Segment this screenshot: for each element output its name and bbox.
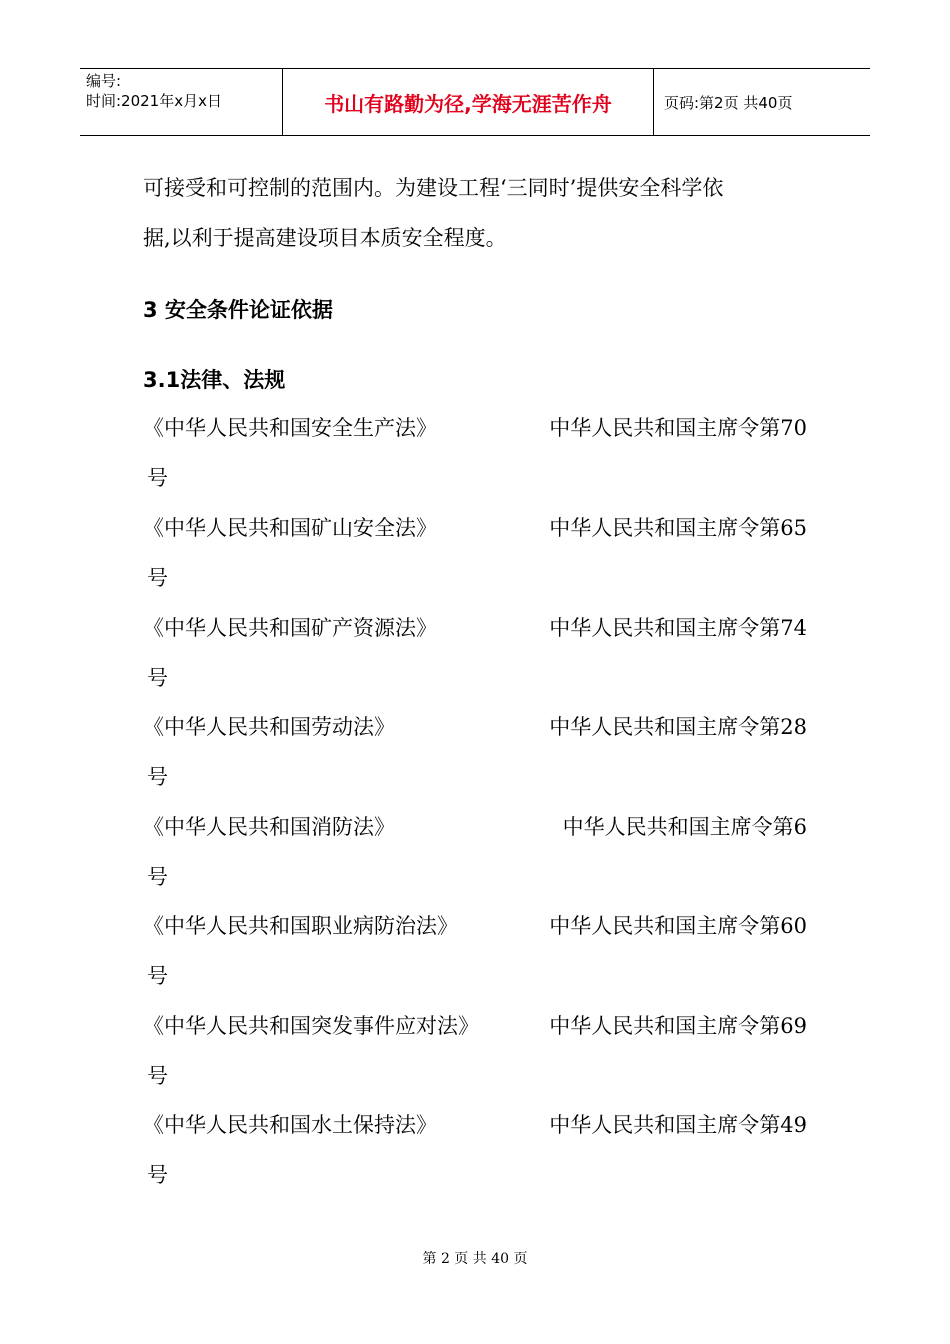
law-order: 中华人民共和国主席令第60 — [549, 914, 807, 938]
page-header — [80, 68, 870, 136]
law-order: 中华人民共和国主席令第74 — [549, 616, 807, 640]
law-name: 《中华人民共和国职业病防治法》 — [143, 914, 458, 938]
paragraph-line: 据,以利于提高建设项目本质安全程度。 — [143, 226, 507, 250]
law-suffix: 号 — [147, 566, 168, 590]
law-order: 中华人民共和国主席令第70 — [549, 416, 807, 440]
law-name: 《中华人民共和国矿山安全法》 — [143, 516, 437, 540]
law-name: 《中华人民共和国矿产资源法》 — [143, 616, 437, 640]
law-item — [143, 612, 807, 702]
law-order: 中华人民共和国主席令第49 — [549, 1113, 807, 1137]
paragraph-line: 可接受和可控制的范围内。为建设工程‘三同时’提供安全科学依 — [143, 176, 724, 200]
law-name: 《中华人民共和国突发事件应对法》 — [143, 1014, 479, 1038]
law-order: 中华人民共和国主席令第69 — [549, 1014, 807, 1038]
law-item — [143, 1010, 807, 1100]
law-name: 《中华人民共和国安全生产法》 — [143, 416, 437, 440]
header-motto: 书山有路勤为径,学海无涯苦作舟 — [282, 69, 654, 135]
law-order: 中华人民共和国主席令第6 — [562, 815, 807, 839]
law-suffix: 号 — [147, 466, 168, 490]
section-heading: 3 安全条件论证依据 — [143, 298, 333, 322]
law-suffix: 号 — [147, 964, 168, 988]
law-item — [143, 1109, 807, 1199]
law-name: 《中华人民共和国消防法》 — [143, 815, 395, 839]
header-meta — [80, 69, 282, 135]
header-number: 编号: — [86, 72, 122, 90]
law-order: 中华人民共和国主席令第28 — [549, 715, 807, 739]
law-item — [143, 412, 807, 502]
law-item — [143, 910, 807, 1000]
law-name: 《中华人民共和国劳动法》 — [143, 715, 395, 739]
law-item — [143, 512, 807, 602]
law-suffix: 号 — [147, 666, 168, 690]
law-item — [143, 711, 807, 801]
law-item — [143, 811, 807, 901]
law-name: 《中华人民共和国水土保持法》 — [143, 1113, 437, 1137]
law-suffix: 号 — [147, 865, 168, 889]
header-page-info: 页码:第2页 共40页 — [664, 93, 793, 112]
law-suffix: 号 — [147, 765, 168, 789]
law-suffix: 号 — [147, 1163, 168, 1187]
law-suffix: 号 — [147, 1064, 168, 1088]
header-time: 时间:2021年x月x日 — [86, 92, 222, 110]
law-order: 中华人民共和国主席令第65 — [549, 516, 807, 540]
subsection-heading: 3.1法律、法规 — [143, 368, 286, 392]
page-footer: 第 2 页 共 40 页 — [422, 1251, 528, 1267]
